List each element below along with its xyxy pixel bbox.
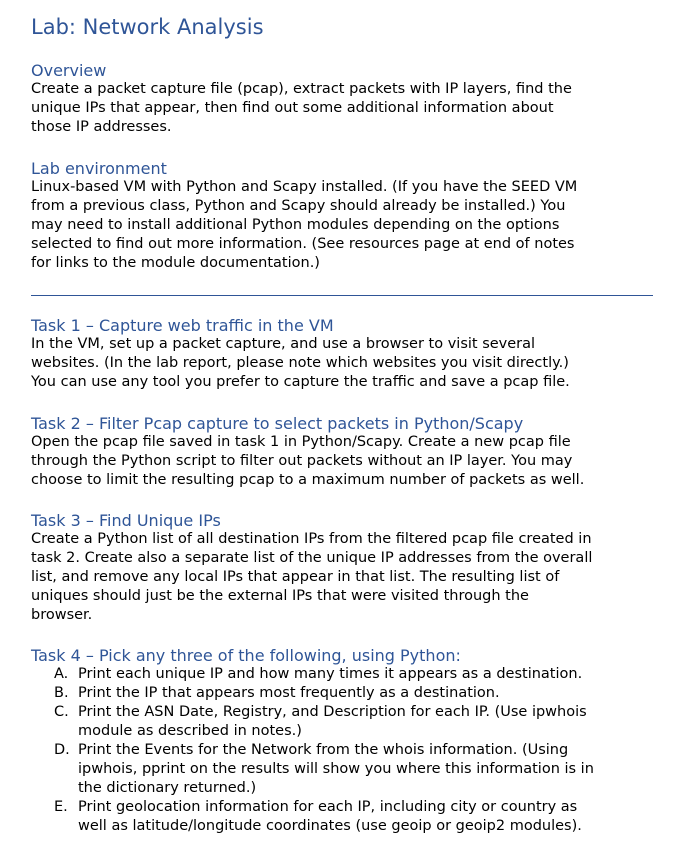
task1-text-line: You can use any tool you prefer to capture the traffic and save a pcap file. xyxy=(31,374,570,390)
environment-text-line: Linux-based VM with Python and Scapy installed. (If you have the SEED VM xyxy=(31,179,578,195)
environment-section xyxy=(31,159,661,273)
option-text-line: Print geolocation information for each IP, including city or country as xyxy=(78,799,578,815)
task4-section xyxy=(31,646,661,836)
page-title: Lab: Network Analysis xyxy=(31,15,264,39)
task3-text-line: Create a Python list of all destination IPs from the filtered pcap file created in xyxy=(31,531,592,547)
overview-text-line: those IP addresses. xyxy=(31,119,172,135)
environment-heading: Lab environment xyxy=(31,159,167,178)
option-letter: A. xyxy=(54,666,69,682)
environment-text-line: from a previous class, Python and Scapy should already be installed.) You xyxy=(31,198,566,214)
option-c xyxy=(31,703,661,741)
task4-heading: Task 4 – Pick any three of the following, using Python: xyxy=(31,646,461,665)
section-divider xyxy=(31,295,653,296)
task2-text-line: choose to limit the resulting pcap to a maximum number of packets as well. xyxy=(31,472,585,488)
option-letter: E. xyxy=(54,799,68,815)
task3-text-line: browser. xyxy=(31,607,93,623)
task2-text-line: Open the pcap file saved in task 1 in Python/Scapy. Create a new pcap file xyxy=(31,434,571,450)
environment-text-line: selected to find out more information. (See resources page at end of notes xyxy=(31,236,575,252)
option-text-line: module as described in notes.) xyxy=(78,723,302,739)
overview-section xyxy=(31,61,661,137)
option-a xyxy=(31,665,661,684)
task2-text-line: through the Python script to filter out packets without an IP layer. You may xyxy=(31,453,573,469)
option-text-line: Print the ASN Date, Registry, and Description for each IP. (Use ipwhois xyxy=(78,704,587,720)
task3-text-line: uniques should just be the external IPs that were visited through the xyxy=(31,588,529,604)
option-text-line: Print the IP that appears most frequently as a destination. xyxy=(78,685,500,701)
option-d xyxy=(31,741,661,798)
option-letter: D. xyxy=(54,742,70,758)
overview-heading: Overview xyxy=(31,61,107,80)
task2-heading: Task 2 – Filter Pcap capture to select packets in Python/Scapy xyxy=(31,414,524,433)
overview-text-line: Create a packet capture file (pcap), extract packets with IP layers, find the xyxy=(31,81,572,97)
option-text-line: ipwhois, pprint on the results will show you where this information is in xyxy=(78,761,594,777)
option-e xyxy=(31,798,661,836)
option-b xyxy=(31,684,661,703)
task1-heading: Task 1 – Capture web traffic in the VM xyxy=(31,316,334,335)
environment-text-line: may need to install additional Python modules depending on the options xyxy=(31,217,560,233)
task1-text-line: In the VM, set up a packet capture, and use a browser to visit several xyxy=(31,336,536,352)
task2-section xyxy=(31,414,661,490)
task3-heading: Task 3 – Find Unique IPs xyxy=(31,511,221,530)
option-text-line: well as latitude/longitude coordinates (use geoip or geoip2 modules). xyxy=(78,818,582,834)
task3-text-line: task 2. Create also a separate list of the unique IP addresses from the overall xyxy=(31,550,593,566)
option-text-line: Print each unique IP and how many times it appears as a destination. xyxy=(78,666,583,682)
task1-text-line: websites. (In the lab report, please note which websites you visit directly.) xyxy=(31,355,569,371)
overview-text-line: unique IPs that appear, then find out some additional information about xyxy=(31,100,554,116)
environment-text-line: for links to the module documentation.) xyxy=(31,255,320,271)
option-text-line: the dictionary returned.) xyxy=(78,780,257,796)
task1-section xyxy=(31,316,661,392)
option-letter: C. xyxy=(54,704,69,720)
task3-section xyxy=(31,511,661,625)
option-text-line: Print the Events for the Network from the whois information. (Using xyxy=(78,742,569,758)
option-letter: B. xyxy=(54,685,69,701)
task3-text-line: list, and remove any local IPs that appear in that list. The resulting list of xyxy=(31,569,560,585)
